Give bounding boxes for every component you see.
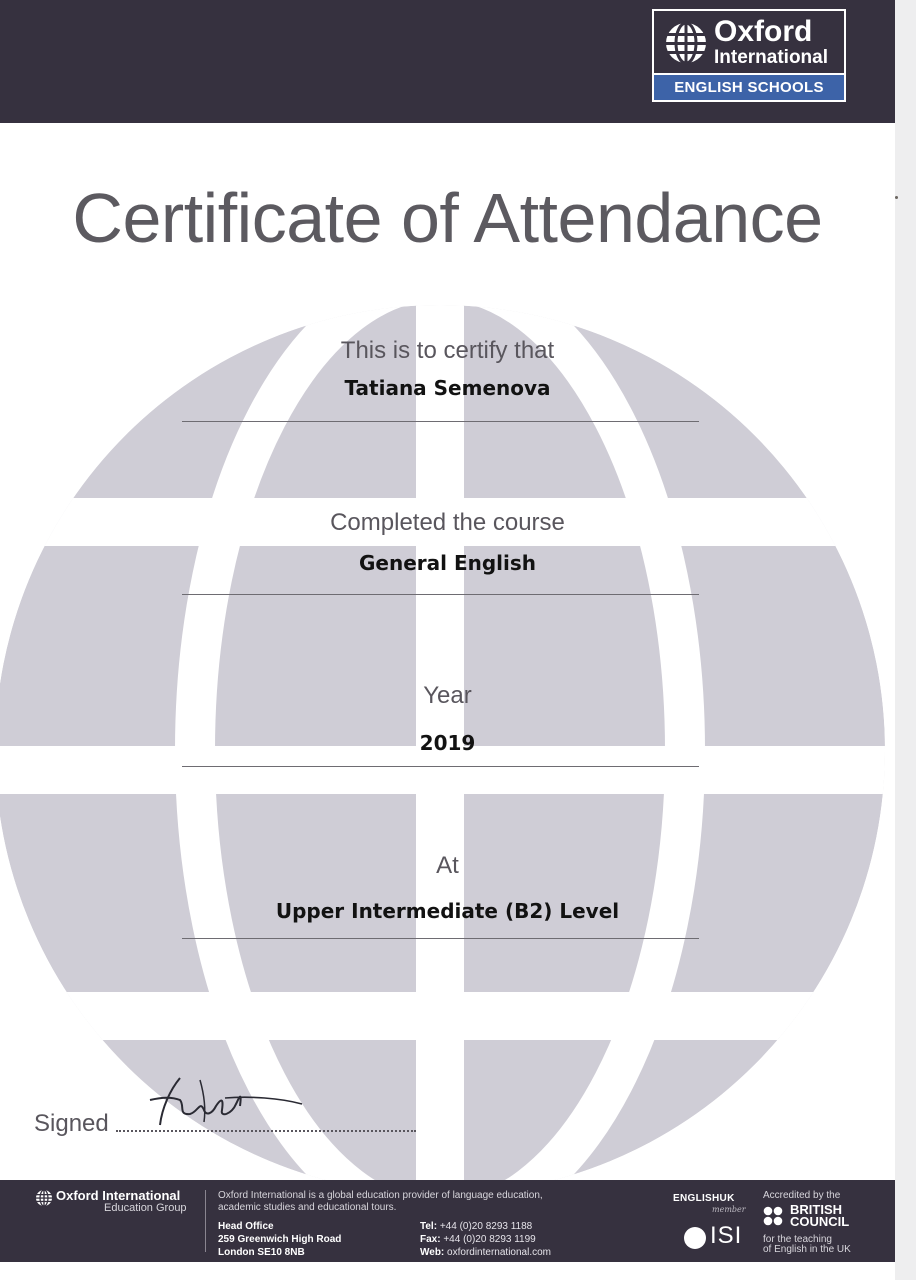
signed-label: Signed [34, 1110, 109, 1137]
logo-brand: Oxford [714, 15, 813, 48]
oxford-international-logo [652, 9, 846, 102]
footer-bar [0, 1180, 895, 1262]
recipient-name: Tatiana Semenova [344, 376, 551, 400]
level-underline [182, 938, 699, 939]
footer-divider [205, 1190, 206, 1252]
head-office-address: Head Office 259 Greenwich High Road London SE10 8NB [218, 1221, 342, 1258]
footer-description: Oxford International is a global education provider of language education, academic studies and educational tours. [218, 1190, 543, 1213]
contact-details: Tel: +44 (0)20 8293 1188 Fax: +44 (0)20 8293 1199 Web: oxfordinternational.com [420, 1221, 551, 1258]
certificate-title: Certificate of Attendance [72, 179, 823, 257]
paper-speck [895, 196, 898, 199]
englishuk-logo: ENGLISHUK [673, 1193, 735, 1204]
page-edge [895, 0, 916, 1280]
british-council-dots-icon [763, 1206, 785, 1226]
british-council-logo: BRITISH COUNCIL [790, 1202, 850, 1229]
signature-line [116, 1130, 416, 1132]
course-label: Completed the course [330, 509, 565, 536]
globe-icon [35, 1189, 53, 1207]
teaching-label: for the teaching of English in the UK [763, 1234, 851, 1255]
isi-logo: ISI [710, 1222, 743, 1249]
course-name: General English [358, 551, 537, 575]
logo-subbrand: International [714, 47, 829, 68]
certify-label: This is to certify that [340, 337, 555, 364]
handwritten-signature [140, 1070, 310, 1130]
course-underline [182, 594, 699, 595]
footer-group: Education Group [104, 1202, 187, 1214]
footer-brand: Oxford International [56, 1188, 181, 1203]
accredited-label: Accredited by the [763, 1190, 841, 1201]
year-value: 2019 [419, 731, 476, 755]
englishuk-member: member [712, 1205, 746, 1214]
globe-icon [664, 21, 708, 65]
year-label: Year [423, 682, 472, 709]
year-underline [182, 766, 699, 767]
at-label: At [436, 852, 459, 879]
level-value: Upper Intermediate (B2) Level [275, 899, 620, 923]
logo-division: ENGLISH SCHOOLS [654, 75, 844, 100]
name-underline [182, 421, 699, 422]
